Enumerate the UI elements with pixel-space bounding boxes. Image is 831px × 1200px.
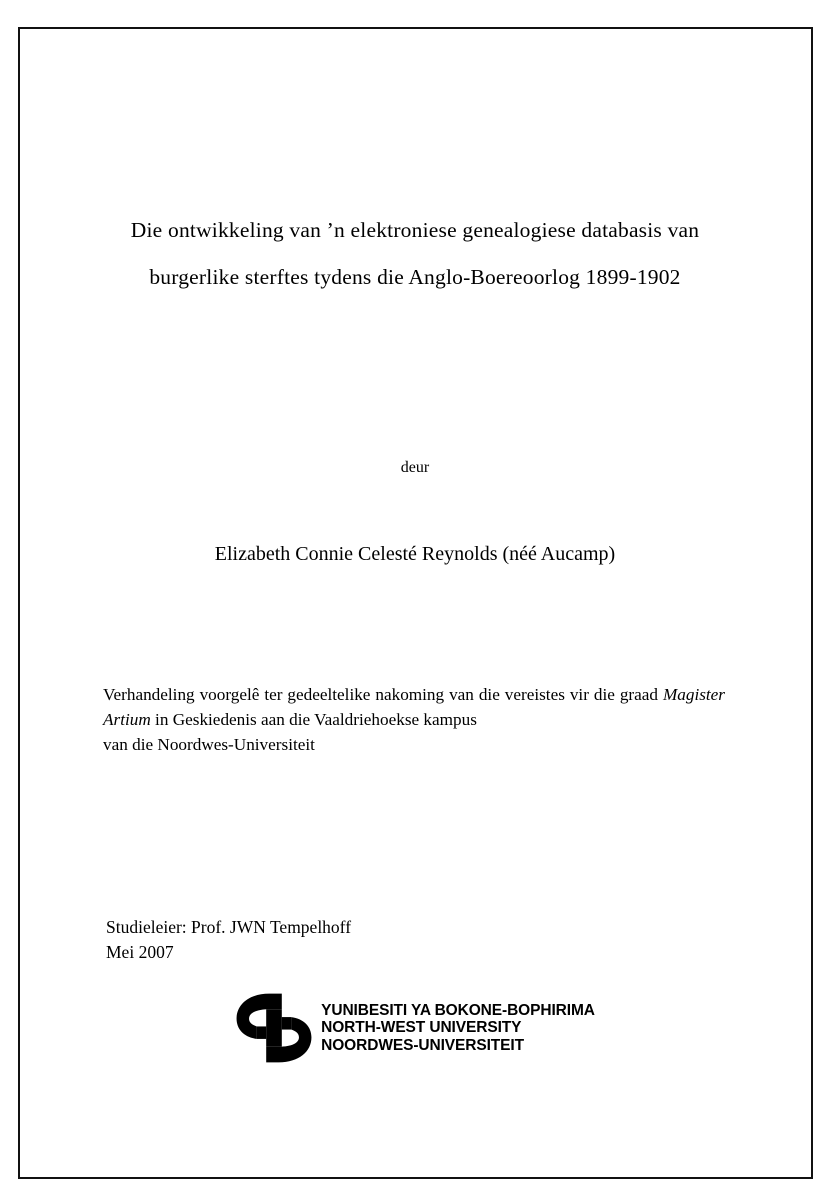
degree-name: Magister Artium bbox=[103, 685, 725, 729]
university-logo bbox=[90, 992, 740, 1064]
date-line: Mei 2007 bbox=[106, 942, 174, 962]
supervisor-line: Studieleier: Prof. JWN Tempelhoff bbox=[106, 917, 352, 937]
degree-statement-part2: in Geskiedenis aan die Vaaldriehoekse kampus bbox=[150, 710, 477, 729]
university-logo-line-1: YUNIBESITI YA BOKONE-BOPHIRIMA bbox=[321, 1001, 595, 1019]
degree-statement-part1: Verhandeling voorgelê ter gedeeltelike nakoming van die vereistes vir die graad bbox=[103, 685, 663, 704]
university-logo-text bbox=[321, 1002, 595, 1055]
university-logo-line-2: NORTH-WEST UNIVERSITY bbox=[321, 1019, 522, 1037]
degree-statement-line3: van die Noordwes-Universiteit bbox=[103, 735, 315, 754]
degree-statement bbox=[103, 682, 725, 757]
author-name: Elizabeth Connie Celesté Reynolds (néé Aucamp) bbox=[214, 543, 616, 565]
thesis-title-line-1: Die ontwikkeling van ’n elektroniese genealogiese databasis van bbox=[130, 218, 700, 242]
supervisor-block bbox=[106, 915, 706, 965]
north-west-university-logo-icon bbox=[235, 992, 313, 1064]
university-logo-line-3: NOORDWES-UNIVERSITEIT bbox=[321, 1036, 524, 1054]
thesis-title-line-2: burgerlike sterftes tydens die Anglo-Boereoorlog 1899-1902 bbox=[149, 265, 681, 289]
page-content bbox=[90, 27, 740, 1179]
thesis-title bbox=[90, 207, 740, 301]
byline-label: deur bbox=[400, 459, 430, 476]
